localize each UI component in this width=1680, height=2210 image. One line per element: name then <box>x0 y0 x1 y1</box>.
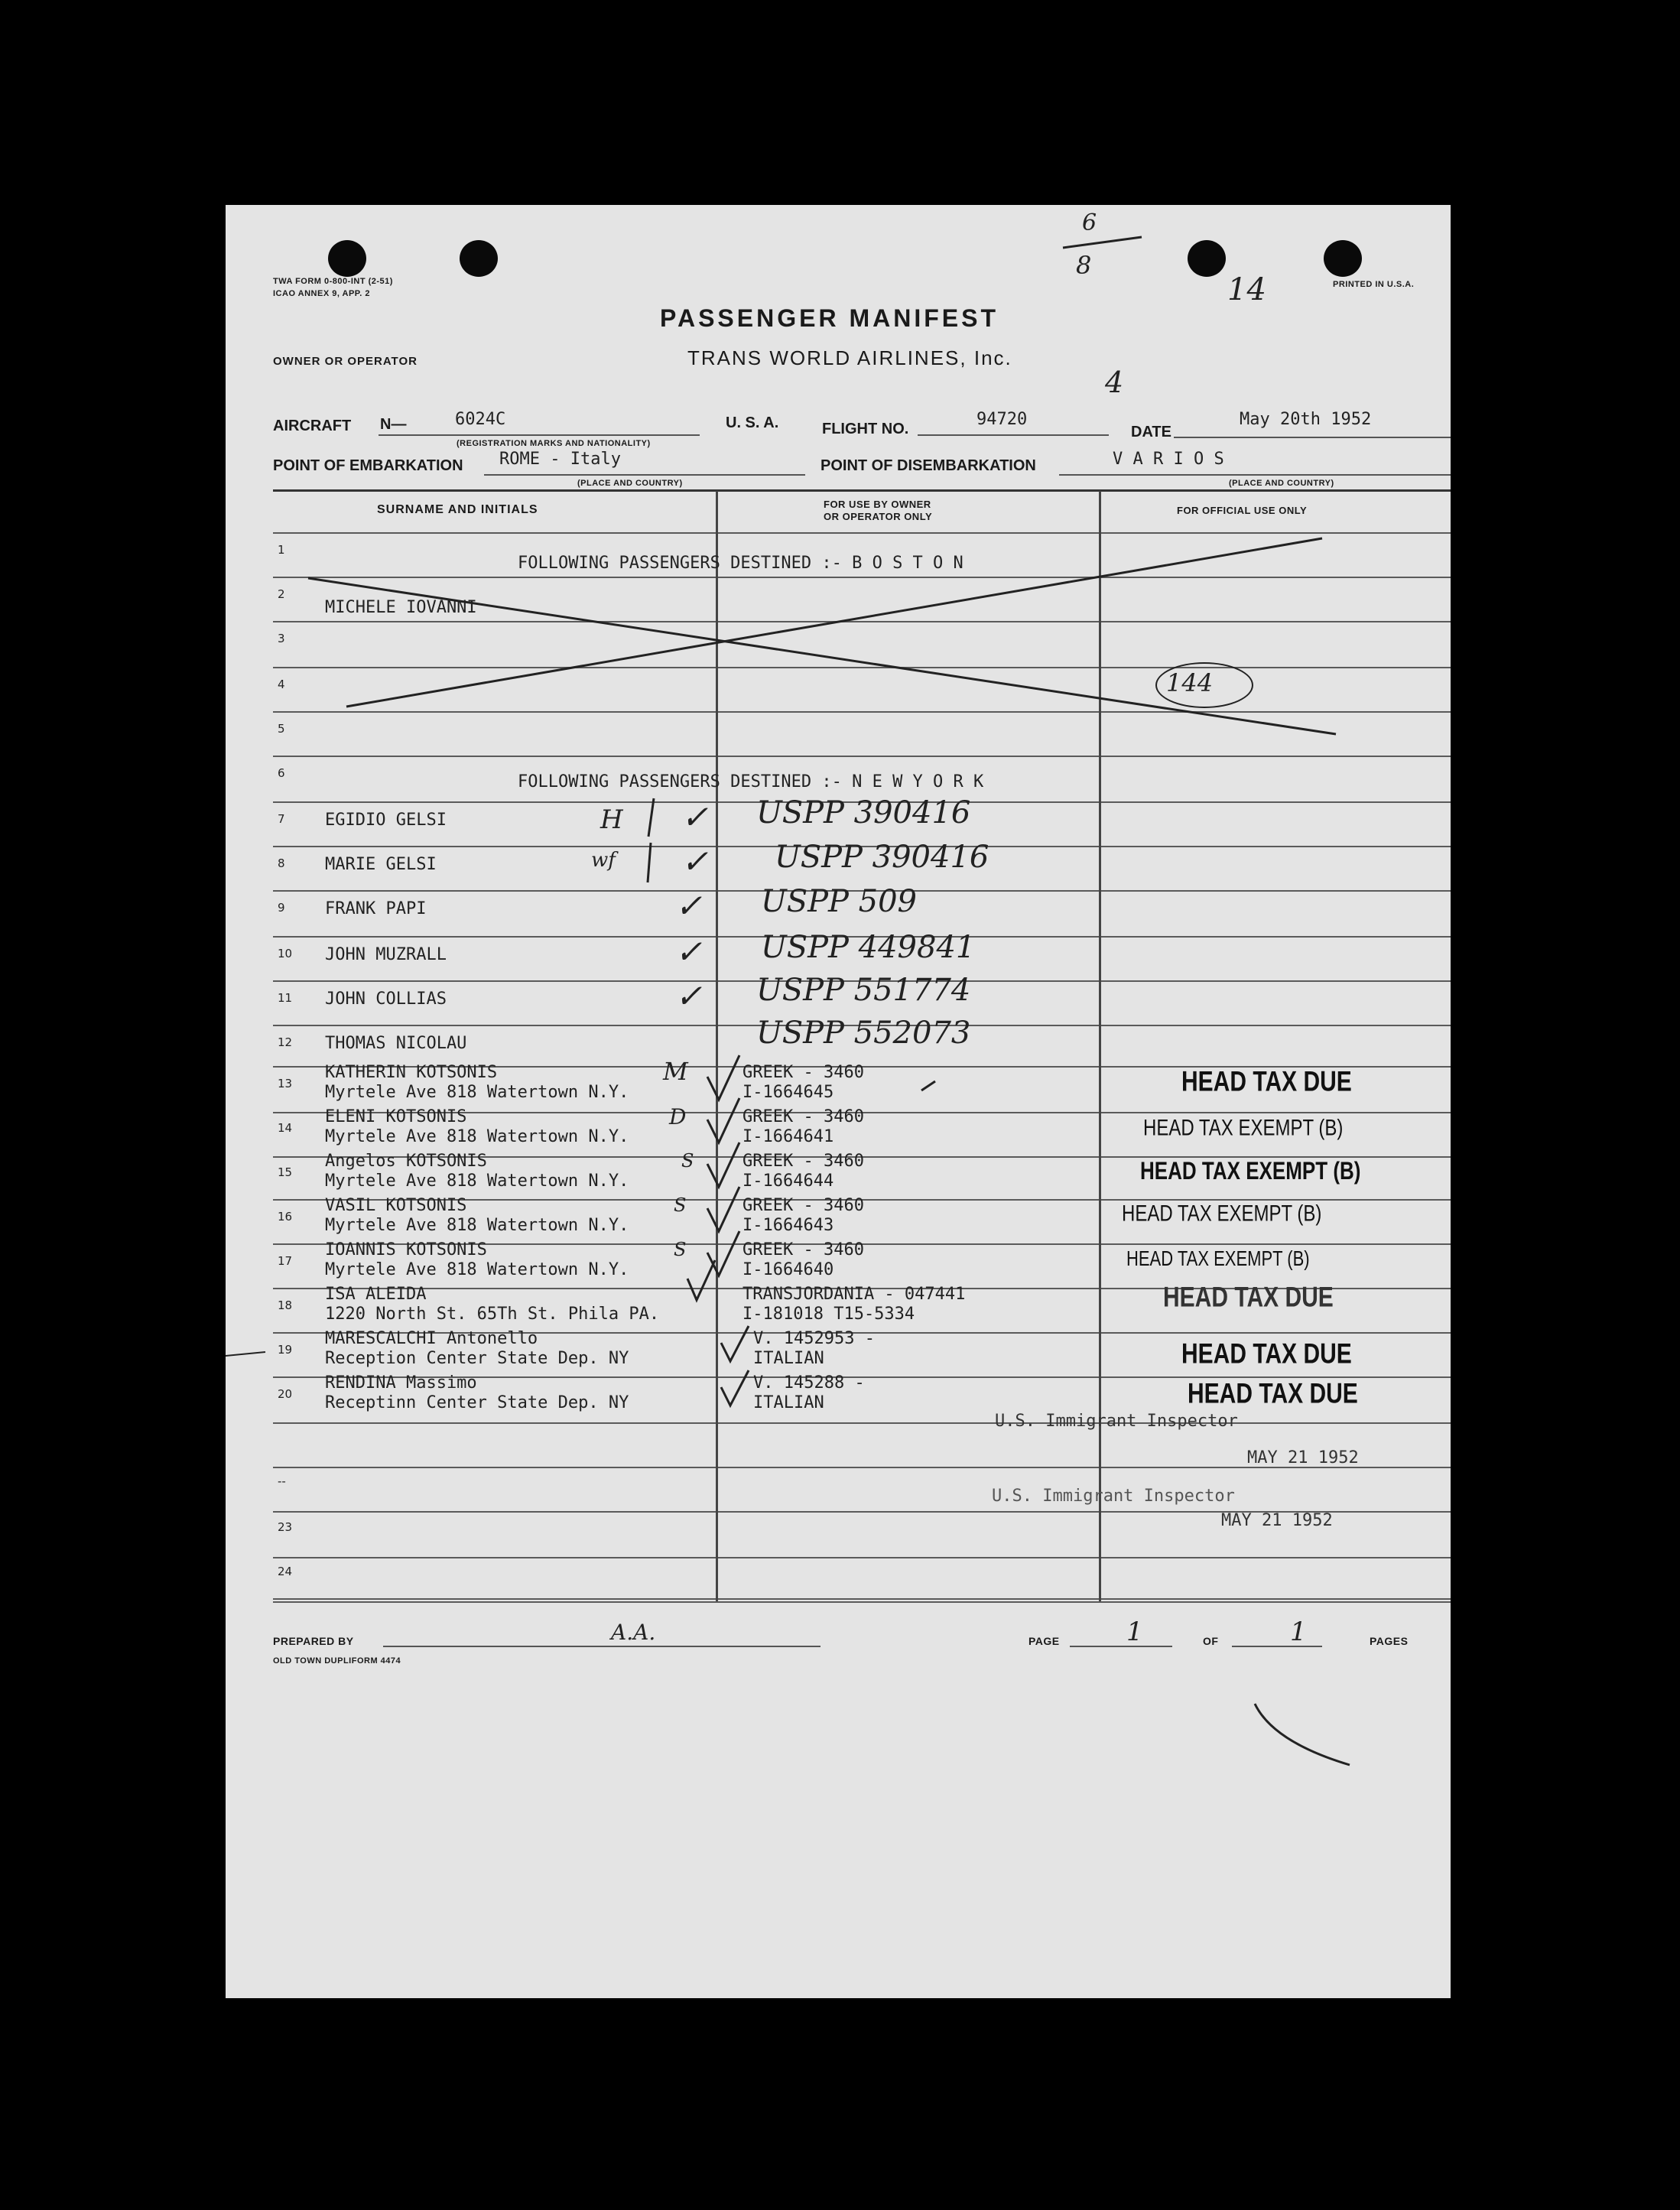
official-stamp: HEAD TAX EXEMPT (B) <box>1122 1201 1322 1227</box>
handwritten-mark: H <box>600 804 623 835</box>
row-number: 14 <box>278 1121 293 1135</box>
passenger-name: JOHN COLLIAS <box>325 990 447 1009</box>
date-label: DATE <box>1131 424 1171 440</box>
row-number: 23 <box>278 1520 293 1534</box>
row-number: 18 <box>278 1298 293 1312</box>
handwritten-mark: wf <box>591 849 616 872</box>
column-header-surname: SURNAME AND INITIALS <box>377 503 538 516</box>
circled-number: 144 <box>1166 668 1214 697</box>
passport-number: USPP 390416 <box>756 795 971 830</box>
document-number: I-1664641 <box>743 1127 834 1146</box>
handwritten-mark: M <box>663 1057 688 1086</box>
passport-number: USPP 509 <box>761 884 918 919</box>
aircraft-prefix: N— <box>380 416 407 433</box>
registration-sublabel: (REGISTRATION MARKS AND NATIONALITY) <box>457 439 651 448</box>
check-mark: ✓ <box>675 887 703 925</box>
official-stamp: HEAD TAX EXEMPT (B) <box>1140 1156 1361 1185</box>
passenger-name: ELENI KOTSONIS <box>325 1107 467 1126</box>
embarkation-sublabel: (PLACE AND COUNTRY) <box>577 479 683 488</box>
disembarkation-sublabel: (PLACE AND COUNTRY) <box>1229 479 1334 488</box>
passenger-name: VASIL KOTSONIS <box>325 1196 467 1215</box>
passenger-name: FRANK PAPI <box>325 899 427 918</box>
passport-number: USPP 449841 <box>761 930 976 965</box>
inspector-stamp-date: MAY 21 1952 <box>1247 1448 1359 1467</box>
row-number: 6 <box>278 766 285 780</box>
passenger-address: Reception Center State Dep. NY <box>325 1349 629 1368</box>
check-mark: ✓ <box>681 843 709 880</box>
row-number: 20 <box>278 1387 293 1401</box>
page-label: PAGE <box>1028 1635 1060 1647</box>
check-mark: ✓ <box>681 798 709 836</box>
passenger-name: THOMAS NICOLAU <box>325 1034 467 1053</box>
passenger-address: 1220 North St. 65Th St. Phila PA. <box>325 1305 660 1324</box>
usa-label: U. S. A. <box>726 414 779 431</box>
row-number: 9 <box>278 901 285 915</box>
footer-form-id: OLD TOWN DUPLIFORM 4474 <box>273 1656 401 1666</box>
inspector-stamp-title: U.S. Immigrant Inspector <box>992 1487 1235 1506</box>
passport-number: USPP 552073 <box>756 1016 971 1051</box>
row-number: 2 <box>278 587 285 601</box>
document-nationality: GREEK - 3460 <box>743 1152 864 1171</box>
row-number: 11 <box>278 991 293 1005</box>
manifest-sheet <box>226 205 1451 1998</box>
owner-label: OWNER OR OPERATOR <box>273 355 418 368</box>
pages-label: PAGES <box>1370 1635 1409 1647</box>
aircraft-label: AIRCRAFT <box>273 418 352 434</box>
document-number: ITALIAN <box>753 1393 824 1412</box>
column-header-owner-line1: FOR USE BY OWNER <box>824 499 931 510</box>
document-nationality: TRANSJORDANIA - 047441 <box>743 1285 966 1304</box>
row-number: 17 <box>278 1254 293 1268</box>
official-stamp: HEAD TAX EXEMPT (B) <box>1126 1246 1310 1271</box>
document-number: I-1664643 <box>743 1216 834 1235</box>
passenger-name: Angelos KOTSONIS <box>325 1152 487 1171</box>
printed-in-label: PRINTED IN U.S.A. <box>1333 280 1415 289</box>
passenger-address: Myrtele Ave 818 Watertown N.Y. <box>325 1083 629 1102</box>
row-number: 8 <box>278 856 285 870</box>
flight-number: 94720 <box>976 410 1028 429</box>
row-number: 7 <box>278 812 285 826</box>
row-number: 10 <box>278 947 293 960</box>
inspector-stamp-title: U.S. Immigrant Inspector <box>995 1412 1238 1431</box>
row-number: 12 <box>278 1035 293 1049</box>
disembarkation-label: POINT OF DISEMBARKATION <box>821 457 1036 474</box>
document-nationality: GREEK - 3460 <box>743 1240 864 1259</box>
official-stamp: HEAD TAX DUE <box>1181 1066 1352 1098</box>
passenger-name: EGIDIO GELSI <box>325 811 447 830</box>
row-number: 24 <box>278 1565 293 1578</box>
passenger-name: ISA ALEIDA <box>325 1285 427 1304</box>
document-nationality: GREEK - 3460 <box>743 1063 864 1082</box>
row-number: 3 <box>278 632 285 645</box>
official-stamp: HEAD TAX DUE <box>1163 1282 1334 1314</box>
pen-marks <box>226 205 1451 1998</box>
handwritten-mark: S <box>674 1194 687 1216</box>
row-number: 4 <box>278 678 285 691</box>
document-number: I-1664645 <box>743 1083 834 1102</box>
passenger-name: MARESCALCHI Antonello <box>325 1329 538 1348</box>
passport-number: USPP 390416 <box>775 840 989 875</box>
row-number: 1 <box>278 543 285 557</box>
passenger-name: RENDINA Massimo <box>325 1373 477 1393</box>
passenger-name: MARIE GELSI <box>325 855 437 874</box>
total-pages: 1 <box>1290 1617 1307 1647</box>
passenger-address: Receptinn Center State Dep. NY <box>325 1393 629 1412</box>
handwritten-mark: S <box>681 1150 694 1172</box>
row-number: -- <box>278 1474 286 1488</box>
document-nationality: V. 145288 - <box>753 1373 865 1393</box>
document-nationality: GREEK - 3460 <box>743 1196 864 1215</box>
form-id-line2: ICAO ANNEX 9, APP. 2 <box>273 289 370 298</box>
date-value: May 20th 1952 <box>1240 410 1372 429</box>
official-stamp: HEAD TAX DUE <box>1188 1378 1358 1410</box>
check-mark: ✓ <box>675 977 703 1015</box>
section-header-new-york: FOLLOWING PASSENGERS DESTINED :- N E W Y O R K <box>518 772 984 791</box>
fraction-denominator: 8 <box>1076 251 1092 280</box>
check-mark: ✓ <box>675 933 703 970</box>
document-number: I-181018 T15-5334 <box>743 1305 915 1324</box>
handwritten-mark: S <box>674 1239 687 1260</box>
inspector-stamp-date: MAY 21 1952 <box>1221 1511 1333 1530</box>
passenger-address: Myrtele Ave 818 Watertown N.Y. <box>325 1127 629 1146</box>
passenger-name: KATHERIN KOTSONIS <box>325 1063 498 1082</box>
row-number: 15 <box>278 1165 293 1179</box>
official-stamp: HEAD TAX EXEMPT (B) <box>1143 1115 1344 1141</box>
crossed-out-passenger: MICHELE IOVANNI <box>325 598 477 617</box>
section-header-boston: FOLLOWING PASSENGERS DESTINED :- B O S T O N <box>518 554 963 573</box>
document-number: I-1664640 <box>743 1260 834 1279</box>
prepared-label: PREPARED BY <box>273 1635 354 1647</box>
passenger-name: JOHN MUZRALL <box>325 945 447 964</box>
page-number: 1 <box>1126 1617 1143 1647</box>
handwritten-mark: 4 <box>1105 366 1124 399</box>
passenger-address: Myrtele Ave 818 Watertown N.Y. <box>325 1260 629 1279</box>
of-label: OF <box>1203 1635 1219 1647</box>
disembarkation-value: V A R I O S <box>1113 450 1224 469</box>
row-number: 16 <box>278 1210 293 1224</box>
embarkation-label: POINT OF EMBARKATION <box>273 457 463 474</box>
document-number: ITALIAN <box>753 1349 824 1368</box>
document-nationality: V. 1452953 - <box>753 1329 875 1348</box>
official-stamp: HEAD TAX DUE <box>1181 1338 1352 1370</box>
row-number: 19 <box>278 1343 293 1357</box>
fraction-numerator: 6 <box>1082 210 1097 236</box>
handwritten-mark: D <box>669 1104 687 1129</box>
passenger-address: Myrtele Ave 818 Watertown N.Y. <box>325 1216 629 1235</box>
passenger-name: IOANNIS KOTSONIS <box>325 1240 487 1259</box>
prepared-by-value: A.A. <box>611 1620 656 1645</box>
document-number: I-1664644 <box>743 1172 834 1191</box>
row-number: 13 <box>278 1077 293 1090</box>
form-id-line1: TWA FORM 0-800-INT (2-51) <box>273 277 393 286</box>
airline-name: TRANS WORLD AIRLINES, Inc. <box>687 346 1012 369</box>
page-title: PASSENGER MANIFEST <box>660 304 999 332</box>
aircraft-registration: 6024C <box>455 410 506 429</box>
document-nationality: GREEK - 3460 <box>743 1107 864 1126</box>
embarkation-value: ROME - Italy <box>499 450 621 469</box>
flight-label: FLIGHT NO. <box>822 421 909 437</box>
passport-number: USPP 551774 <box>756 973 971 1008</box>
column-header-official: FOR OFFICIAL USE ONLY <box>1177 505 1308 516</box>
row-number: 5 <box>278 722 285 736</box>
passenger-address: Myrtele Ave 818 Watertown N.Y. <box>325 1172 629 1191</box>
column-header-owner-line2: OR OPERATOR ONLY <box>824 511 933 522</box>
page-count-note: 14 <box>1227 272 1266 307</box>
